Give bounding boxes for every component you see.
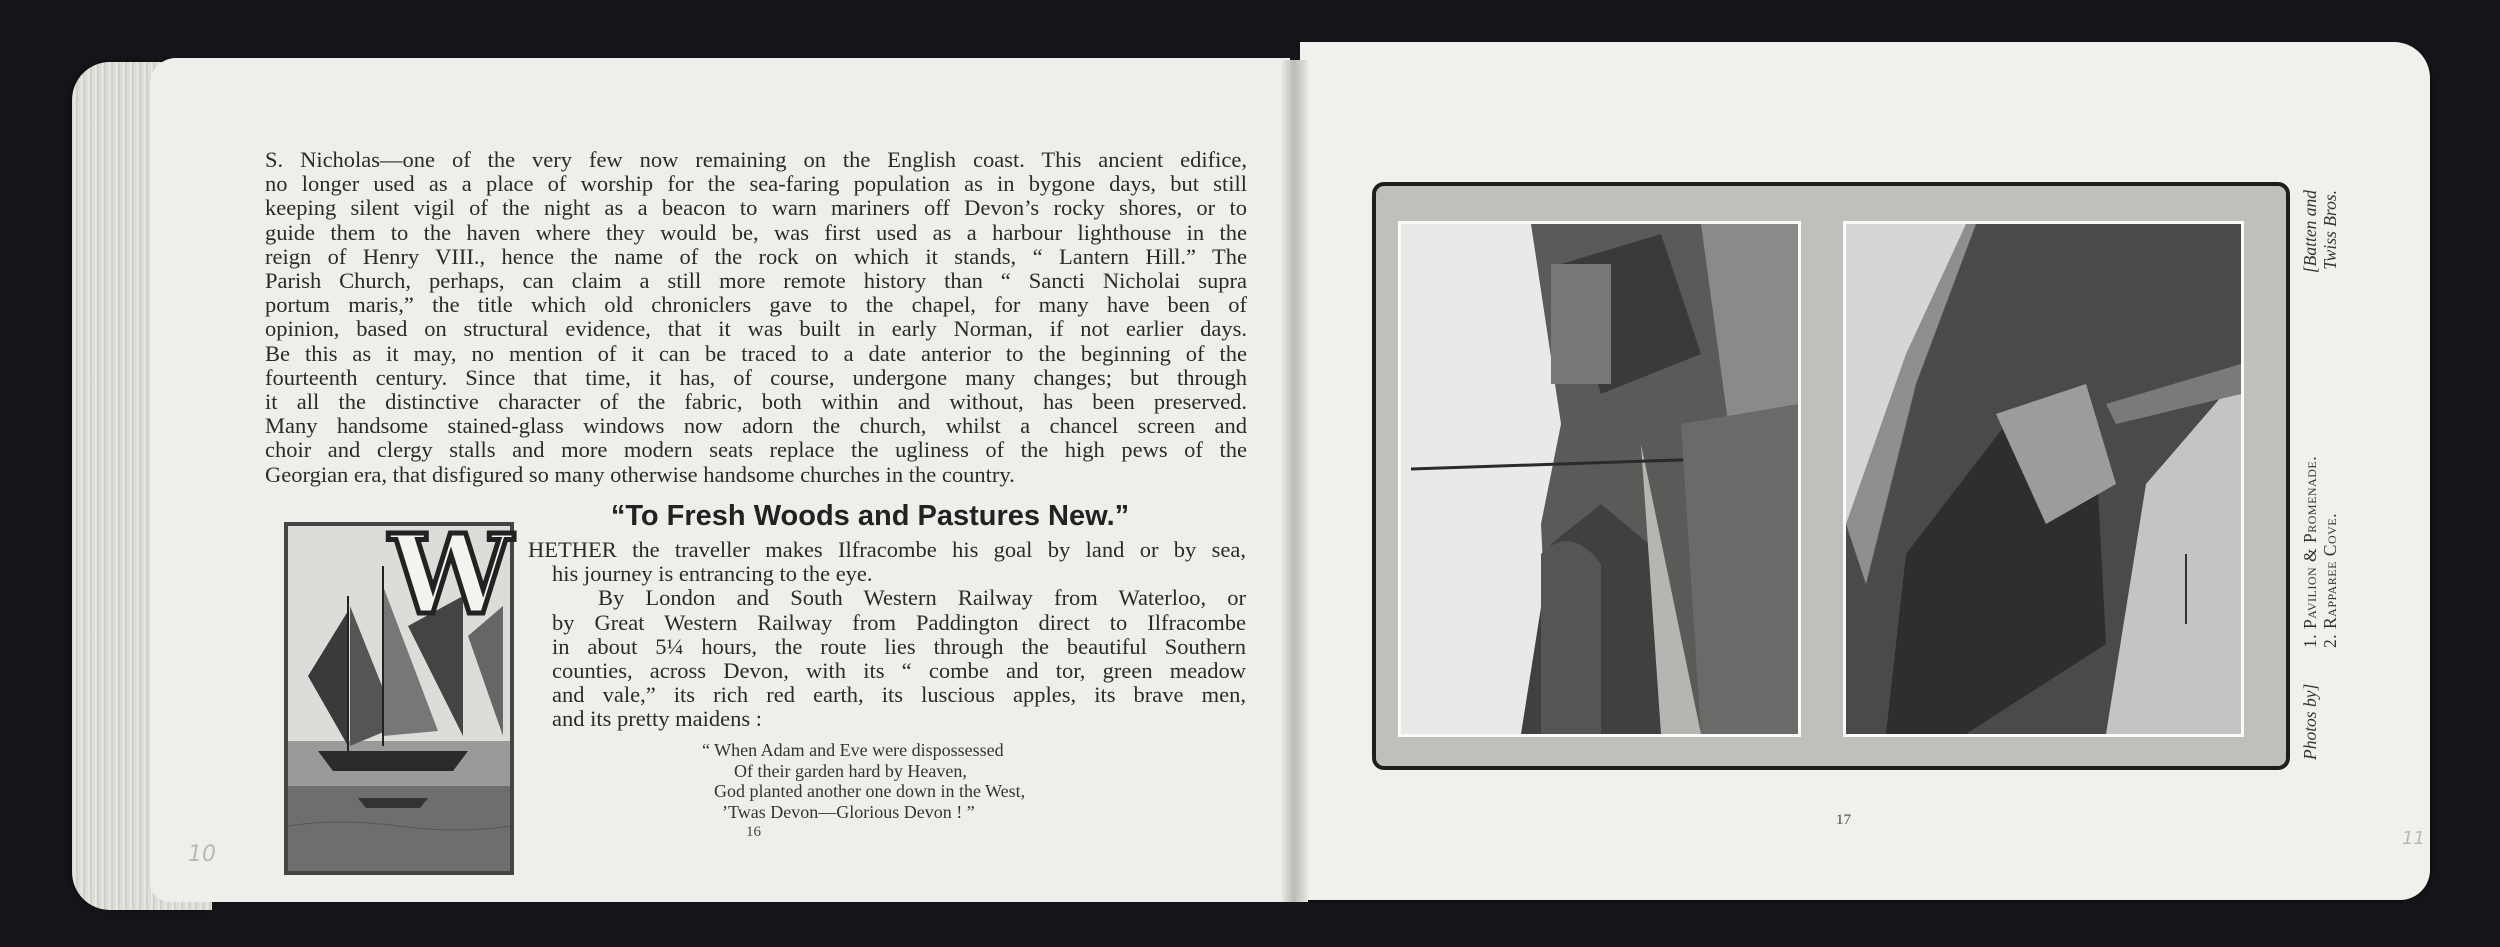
- text-line: Parish Church, perhaps, can claim a still more remote history than “ Sancti Nicholai supra: [265, 268, 1247, 294]
- verse-line: God planted another one down in the West,: [714, 781, 1026, 801]
- text-line: and its pretty maidens :: [552, 706, 762, 732]
- photo-pavilion-promenade: [1398, 221, 1801, 737]
- intro-paragraph: [528, 537, 1246, 732]
- verse-line: “ When Adam and Eve were dispossessed: [702, 740, 1004, 760]
- text-line: reign of Henry VIII., hence the name of the rock on which it stands, “ Lantern Hill.” The: [265, 243, 1247, 269]
- photo-credit-2: Twiss Bros.: [2320, 190, 2340, 270]
- pencil-mark-left: 10: [188, 842, 216, 867]
- photo-rapparee-cove: [1843, 221, 2244, 737]
- caption-item-1: 1. Pavilion & Promenade.: [2300, 455, 2320, 648]
- text-line: S. Nicholas—one of the very few now remaining on the English coast. This ancient edifice,: [265, 147, 1247, 172]
- page-number-left: 16: [746, 824, 761, 840]
- photo-caption: [2300, 190, 2346, 760]
- pencil-mark-right: 11: [2402, 828, 2425, 849]
- text-line: opinion, based on structural evidence, that it was built in early Norman, if not earlier days.: [265, 316, 1247, 342]
- book-gutter: [1282, 60, 1308, 902]
- text-line: in about 5¼ hours, the route lies through the beautiful Southern: [552, 633, 1246, 659]
- text-line: keeping silent vigil of the night as a beacon to warn mariners off Devon’s rocky shores, or to: [265, 195, 1247, 221]
- text-line: no longer used as a place of worship for the sea-faring population as in bygone days, but still: [265, 171, 1247, 197]
- text-line: by Great Western Railway from Paddington direct to Ilfracombe: [552, 609, 1246, 635]
- text-line: HETHER the traveller makes Ilfracombe his goal by land or by sea,: [528, 537, 1246, 562]
- photos-by-label: Photos by]: [2300, 683, 2320, 760]
- text-line: Georgian era, that disfigured so many otherwise handsome churches in the country.: [265, 461, 1015, 487]
- photo-plate: [1372, 182, 2290, 770]
- text-line: Be this as it may, no mention of it can be traced to a date anterior to the beginning of the: [265, 340, 1247, 366]
- pavilion-photo-image: [1401, 224, 1798, 734]
- text-line: it all the distinctive character of the fabric, both within and without, has been preserved.: [265, 389, 1247, 415]
- page-number-right: 17: [1836, 812, 1851, 828]
- text-line: counties, across Devon, with its “ combe and tor, green meadow: [552, 658, 1246, 684]
- drop-cap-box: [378, 510, 524, 639]
- text-line: Many handsome stained-glass windows now adorn the church, whilst a chancel screen and: [265, 413, 1247, 439]
- text-line: guide them to the haven where they would be, was first used as a harbour lighthouse in the: [265, 219, 1247, 245]
- text-line: and vale,” its rich red earth, its luscious apples, its brave men,: [552, 682, 1246, 708]
- body-paragraph: [265, 148, 1247, 487]
- verse-quote: [702, 740, 1102, 822]
- text-line: fourteenth century. Since that time, it has, of course, undergone many changes; but through: [265, 364, 1247, 390]
- rapparee-photo-image: [1846, 224, 2241, 734]
- text-line: By London and South Western Railway from Waterloo, or: [598, 585, 1246, 611]
- drop-cap-letter: W: [389, 510, 513, 639]
- caption-item-2: 2. Rapparee Cove.: [2320, 513, 2340, 648]
- photo-credit-1: [Batten and: [2300, 190, 2320, 274]
- verse-line: Of their garden hard by Heaven,: [734, 760, 967, 781]
- text-line: choir and clergy stalls and more modern seats replace the ugliness of the high pews of the: [265, 437, 1247, 463]
- verse-line: ’Twas Devon—Glorious Devon ! ”: [722, 801, 975, 822]
- text-line: his journey is entrancing to the eye.: [552, 561, 873, 587]
- section-heading: “To Fresh Woods and Pastures New.”: [610, 500, 1130, 532]
- text-line: portum maris,” the title which old chroniclers gave to the chapel, for many have been of: [265, 292, 1247, 318]
